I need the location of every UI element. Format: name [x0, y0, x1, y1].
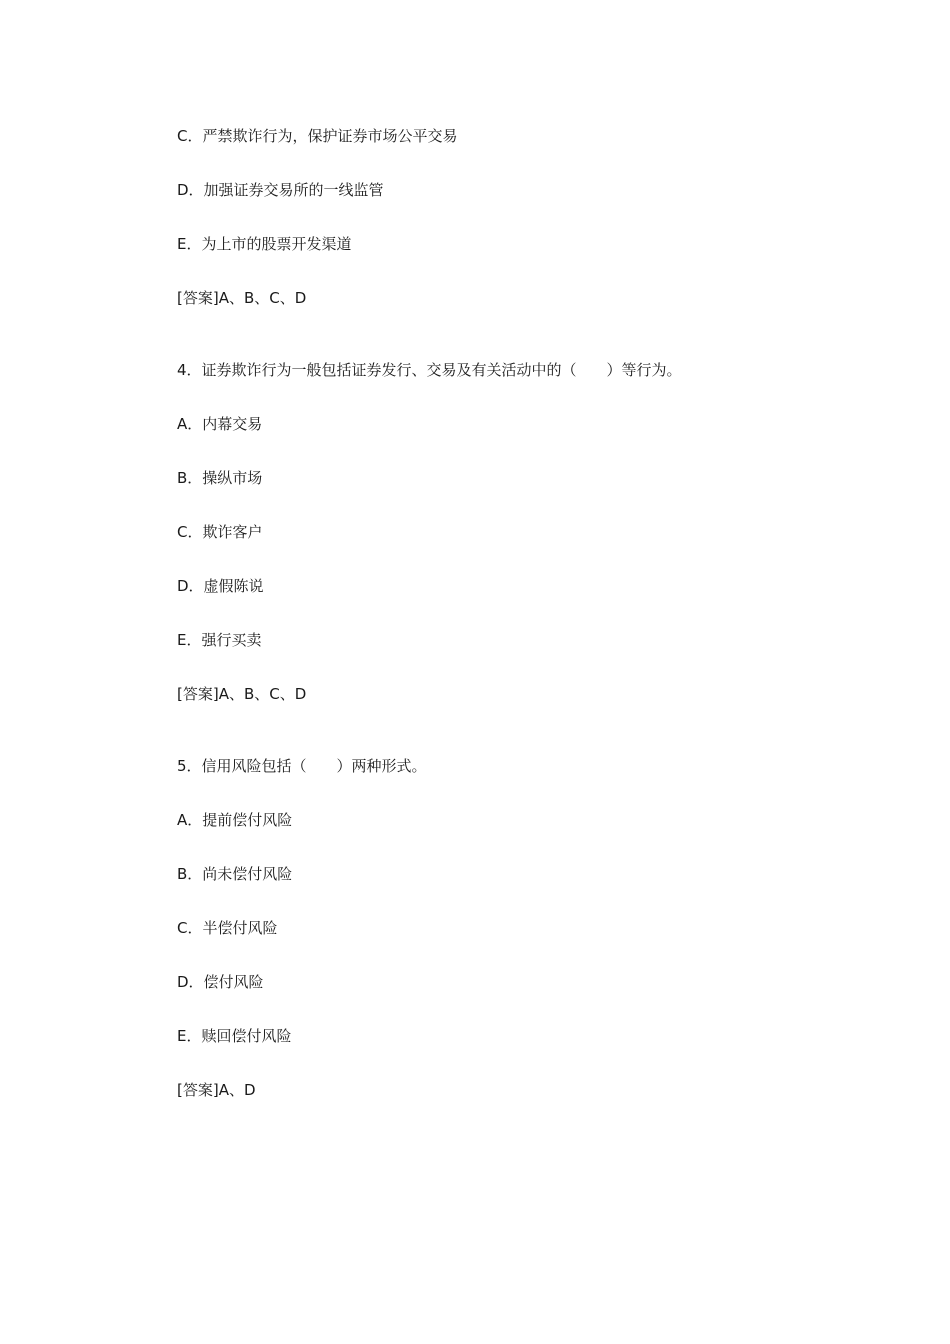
- option-d: D．虚假陈说: [177, 577, 264, 595]
- option-a: A．提前偿付风险: [177, 811, 293, 829]
- option-a: A．内幕交易: [177, 415, 263, 433]
- question-5: 5．信用风险包括（ ）两种形式。: [177, 757, 427, 775]
- option-c: C．欺诈客户: [177, 523, 263, 541]
- option-e: E．赎回偿付风险: [177, 1027, 292, 1045]
- answer: [答案]A、B、C、D: [177, 289, 307, 307]
- option-d: D．加强证券交易所的一线监管: [177, 181, 384, 199]
- option-e: E．为上市的股票开发渠道: [177, 235, 352, 253]
- question-4: 4．证券欺诈行为一般包括证券发行、交易及有关活动中的（ ）等行为。: [177, 361, 682, 379]
- option-e: E．强行买卖: [177, 631, 262, 649]
- option-c: C．严禁欺诈行为，保护证券市场公平交易: [177, 127, 458, 145]
- option-d: D．偿付风险: [177, 973, 264, 991]
- option-c: C．半偿付风险: [177, 919, 278, 937]
- option-b: B．操纵市场: [177, 469, 263, 487]
- document-page: [177, 118, 877, 1100]
- answer: [答案]A、B、C、D: [177, 685, 307, 703]
- option-b: B．尚未偿付风险: [177, 865, 293, 883]
- answer: [答案]A、D: [177, 1081, 256, 1099]
